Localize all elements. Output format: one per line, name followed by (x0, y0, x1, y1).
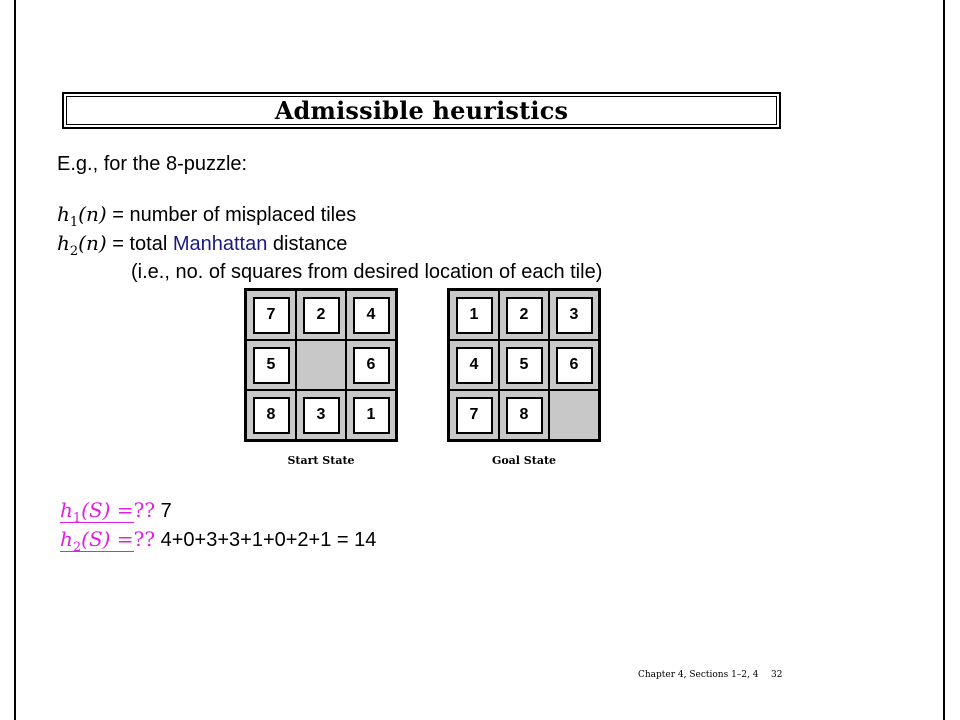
puzzle-cell (449, 290, 499, 340)
puzzle-tile: 5 (506, 347, 543, 384)
puzzle-tile: 3 (556, 297, 593, 334)
puzzle-cell (246, 290, 296, 340)
puzzle-tile: 2 (506, 297, 543, 334)
puzzle-tile: 6 (353, 347, 390, 384)
puzzle-cell (449, 390, 499, 440)
puzzle-cell (246, 390, 296, 440)
puzzle-cell (499, 390, 549, 440)
puzzle-cell (346, 390, 396, 440)
puzzle-tile: 6 (556, 347, 593, 384)
start-state-grid (244, 288, 398, 442)
puzzle-cell (449, 340, 499, 390)
title-box (62, 92, 781, 129)
goal-state-grid (447, 288, 601, 442)
puzzle-cell (296, 290, 346, 340)
puzzle-cell (499, 290, 549, 340)
puzzle-tile: 2 (303, 297, 340, 334)
intro-text: E.g., for the 8-puzzle: (57, 153, 248, 175)
blank-cell (296, 340, 346, 390)
puzzle-cell (246, 340, 296, 390)
puzzle-tile: 8 (506, 397, 543, 434)
puzzle-tile: 4 (456, 347, 493, 384)
start-state-caption: Start State (287, 454, 355, 467)
footer-page-number: 32 (771, 670, 783, 680)
puzzle-tile: 4 (353, 297, 390, 334)
puzzle-cell (499, 340, 549, 390)
answer-h2: $h_2(S)$ =?? 4+0+3+3+1+0+2+1 = 14 (60, 527, 377, 555)
puzzle-tile: 3 (303, 397, 340, 434)
puzzle-tile: 8 (253, 397, 290, 434)
puzzle-cell (346, 290, 396, 340)
manhattan-term: Manhattan (172, 233, 268, 255)
puzzle-tile: 1 (456, 297, 493, 334)
puzzle-tile: 7 (253, 297, 290, 334)
puzzle-cell (549, 340, 599, 390)
h1-definition: $h_1(n)$ = number of misplaced tiles (57, 202, 357, 230)
puzzle-cell (549, 290, 599, 340)
puzzle-cell (346, 340, 396, 390)
slide-title: Admissible heuristics (274, 96, 569, 125)
puzzle-tile: 1 (353, 397, 390, 434)
h2-definition: $h_2(n)$ = total Manhattan distance (57, 231, 348, 259)
explanation-text: (i.e., no. of squares from desired location of each tile) (131, 261, 603, 283)
puzzle-cell (296, 390, 346, 440)
answer-h1: $h_1(S)$ =?? 7 (60, 498, 172, 526)
goal-state-caption: Goal State (491, 454, 557, 467)
blank-cell (549, 390, 599, 440)
puzzle-tile: 5 (253, 347, 290, 384)
puzzle-tile: 7 (456, 397, 493, 434)
footer-chapter: Chapter 4, Sections 1–2, 4 (638, 670, 759, 680)
